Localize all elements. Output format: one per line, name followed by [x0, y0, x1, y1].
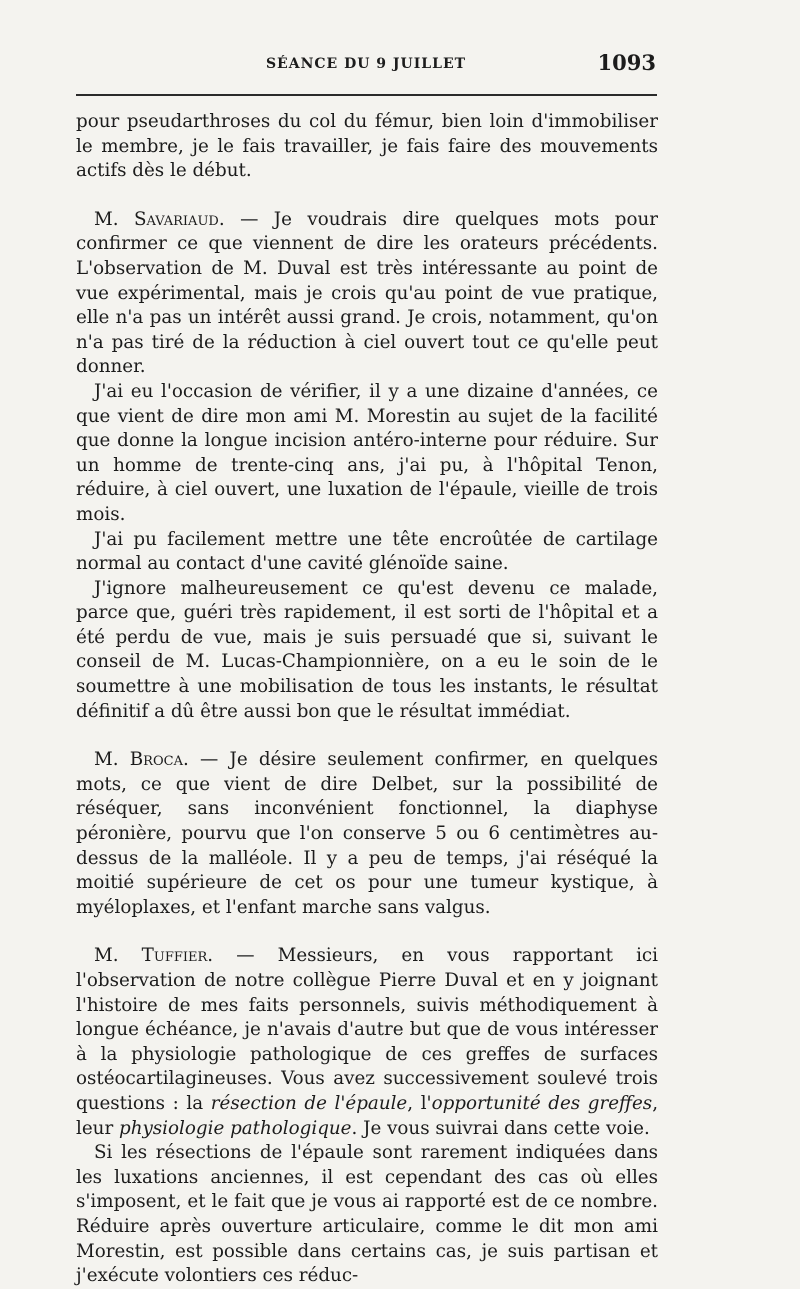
paragraph-text: , leur [76, 1092, 659, 1139]
speaker-prefix: M. [94, 945, 142, 967]
speaker-prefix: M. [94, 749, 130, 771]
paragraph-text: . Je vous suivrai dans cette voie. [351, 1117, 650, 1139]
header-rule [76, 94, 657, 96]
paragraph-1: pour pseudarthroses du col du fémur, bien loin d'immobiliser le membre, je le fais travailler, je fais faire des mouvements actifs dès le début. [76, 111, 658, 182]
italic-phrase: opportunité des greffes [431, 1092, 653, 1114]
running-header [76, 50, 656, 80]
speaker-name: Broca [129, 749, 183, 771]
page-body [76, 110, 658, 1289]
running-title: SÉANCE DU 9 JUILLET [265, 56, 467, 72]
paragraph-3: J'ai eu l'occasion de vérifier, il y a une dizaine d'années, ce que vient de dire mon ami M. Morestin au sujet de la facilité que donne la longue incision antéro-interne pour réduire. Sur un homme de trente-cinq ans, j'ai pu, à l'hôpital Tenon, réduire, à ciel ouvert, une luxation de l'épaule, vieille de trois mois. [76, 380, 658, 525]
speaker-prefix: M. [94, 208, 134, 230]
paragraph-text: . — Je désire seulement confirmer, en quelques mots, ce que vient de dire Delbet, sur la possibilité de réséquer, sans inconvénient fonctionnel, la diaphyse péronière, pourvu que l'on conserve 5 ou 6 centimètres au-dessus de la malléole. Il y a peu de temps, j'ai réséqué la moitié supérieure de cet os pour une tumeur kystique, à myéloplaxes, et l'enfant marche sans valgus. [76, 749, 658, 918]
paragraph-broca [76, 748, 658, 920]
paragraph-5: J'ignore malheureusement ce qu'est devenu ce malade, parce que, guéri très rapidement, il est sorti de l'hôpital et a été perdu de vue, mais je suis persuadé que si, suivant le conseil de M. Lucas-Championnière, on a eu le soin de le soumettre à une mobilisation de tous les instants, le résultat définitif a dû être aussi bon que le résultat immédiat. [76, 577, 658, 722]
paragraph-4: J'ai pu facilement mettre une tête encroûtée de cartilage normal au contact d'une cavité glénoïde saine. [76, 528, 658, 575]
italic-phrase: physiologie pathologique [119, 1117, 352, 1139]
speaker-name: Tuffier [141, 945, 208, 967]
paragraph-text: , l' [407, 1092, 432, 1114]
speaker-name: Savariaud [133, 208, 219, 230]
paragraph-text: . — Messieurs, en vous rapportant ici l'observation de notre collègue Pierre Duval et en y joignant l'histoire de mes faits personnels, suivis méthodiquement à longue échéance, je n'avais d'autre but que de vous intéresser à la physiologie pathologique de ces greffes de surfaces ostéocartilagineuses. Vous avez successivement soulevé trois questions : la [76, 945, 658, 1114]
paragraph-savariaud [76, 208, 658, 380]
paragraph-tuffier [76, 944, 658, 1141]
italic-phrase: résection de l'épaule [210, 1092, 408, 1114]
paragraph-8: Si les résections de l'épaule sont rarement indiquées dans les luxations anciennes, il est cependant des cas où elles s'imposent, et le fait que je vous ai rapporté est de ce nombre. Réduire après ouverture articulaire, comme le dit mon ami Morestin, est possible dans certains cas, je suis partisan et j'exécute volontiers ces réduc- [76, 1142, 658, 1287]
paragraph-text: . — Je voudrais dire quelques mots pour confirmer ce que viennent de dire les orateurs précédents. L'observation de M. Duval est très intéressante au point de vue expérimental, mais je crois qu'au point de vue pratique, elle n'a pas un intérêt aussi grand. Je crois, notamment, qu'on n'a pas tiré de la réduction à ciel ouvert tout ce qu'elle peut donner. [76, 208, 659, 378]
page-number: 1093 [597, 50, 656, 75]
